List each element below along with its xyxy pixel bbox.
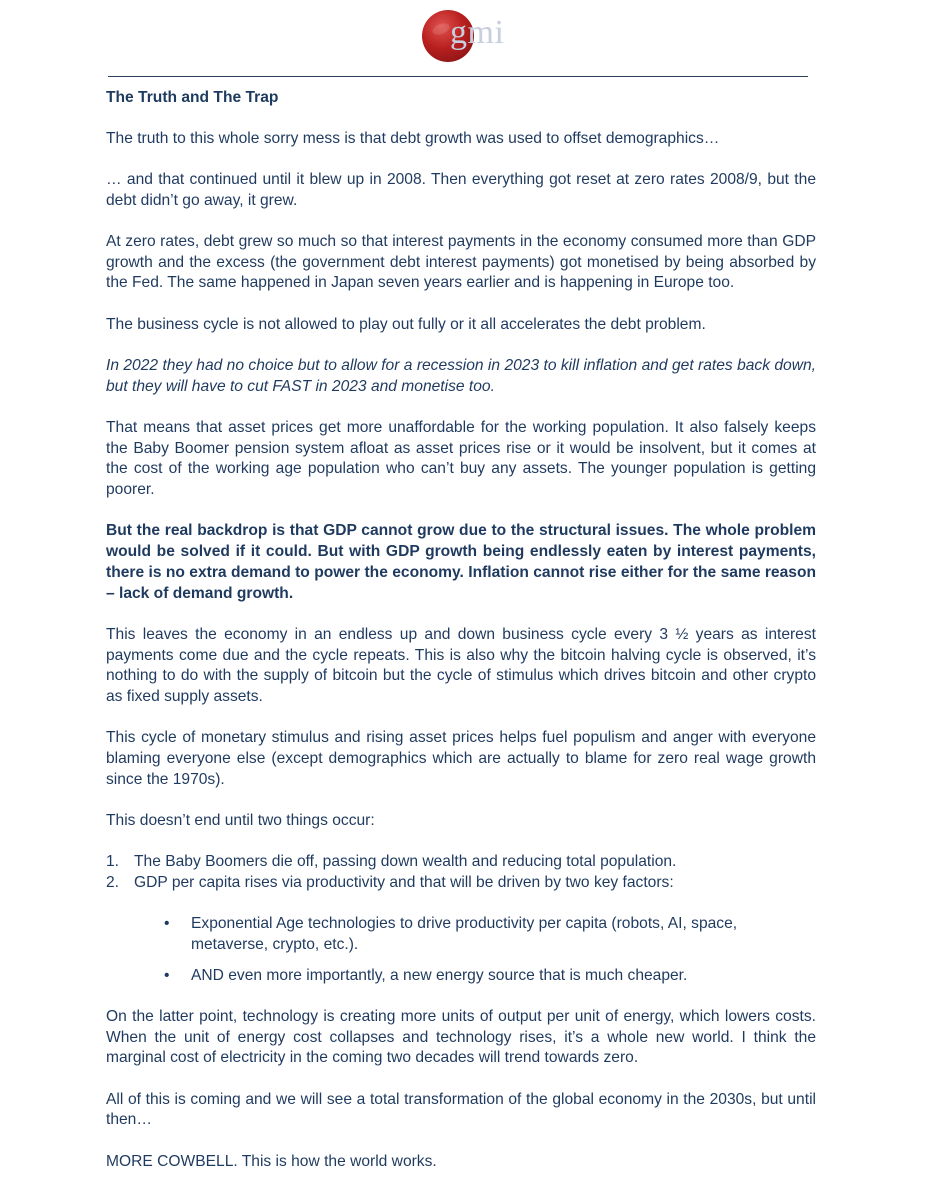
- paragraph: The truth to this whole sorry mess is that debt growth was used to offset demographics…: [106, 129, 720, 147]
- closing-line: MORE COWBELL. This is how the world works.: [106, 1152, 437, 1170]
- logo-text: gmi: [450, 14, 505, 51]
- list-item: [106, 852, 816, 873]
- gmi-logo: [420, 8, 512, 66]
- bullet-item-text: Exponential Age technologies to drive productivity per capita (robots, AI, space, metaverse, crypto, etc.).: [191, 915, 738, 953]
- list-number: 2.: [106, 873, 120, 891]
- header-divider: [108, 76, 808, 77]
- bullet-list: [106, 914, 816, 986]
- paragraph: This cycle of monetary stimulus and rising asset prices helps fuel populism and anger with everyone blaming everyone else (except demographics which are actually to blame for zero real wage growth since the 1970s).: [106, 729, 816, 788]
- paragraph: On the latter point, technology is creating more units of output per unit of energy, which lowers costs. When the unit of energy cost collapses and technology rises, it’s a whole new world. I think the marginal cost of electricity in the coming two decades will trend towards zero.: [106, 1007, 816, 1067]
- list-item: [106, 873, 816, 894]
- paragraph: All of this is coming and we will see a total transformation of the global economy in the 2030s, but until then…: [106, 1090, 816, 1129]
- numbered-list: [106, 852, 816, 893]
- italic-paragraph: In 2022 they had no choice but to allow for a recession in 2023 to kill inflation and get rates back down, but they will have to cut FAST in 2023 and monetise too.: [106, 357, 816, 395]
- paragraph: This leaves the economy in an endless up and down business cycle every 3 ½ years as interest payments come due and the cycle repeats. This is also why the bitcoin halving cycle is observed, it’s nothing to do with the supply of bitcoin but the cycle of stimulus which drives bitcoin and other crypto as fixed supply assets.: [106, 625, 816, 705]
- bullet-item: [106, 914, 816, 955]
- bullet-icon: •: [164, 915, 170, 933]
- bullet-item: [106, 966, 816, 987]
- paragraph: That means that asset prices get more unaffordable for the working population. It also falsely keeps the Baby Boomer pension system afloat as asset prices rise or it would be insolvent, but it comes at the cost of the working age population who can’t buy any assets. The younger population is getting poorer.: [106, 419, 816, 499]
- paragraph: This doesn’t end until two things occur:: [106, 811, 375, 829]
- list-number: 1.: [106, 853, 120, 871]
- article-body: [106, 88, 816, 1172]
- paragraph: At zero rates, debt grew so much so that interest payments in the economy consumed more than GDP growth and the excess (the government debt interest payments) got monetised by being absorbed by the Fed. The same happened in Japan seven years earlier and is happening in Europe too.: [106, 233, 816, 292]
- section-heading: The Truth and The Trap: [106, 89, 279, 106]
- bullet-icon: •: [164, 966, 170, 984]
- paragraph: … and that continued until it blew up in 2008. Then everything got reset at zero rates 2008/9, but the debt didn’t go away, it grew.: [106, 171, 816, 209]
- bold-paragraph: But the real backdrop is that GDP cannot grow due to the structural issues. The whole problem would be solved if it could. But with GDP growth being endlessly eaten by interest payments, there is no extra demand to power the economy. Inflation cannot rise either for the same reason – lack of demand growth.: [106, 522, 816, 602]
- list-item-text: The Baby Boomers die off, passing down wealth and reducing total population.: [134, 853, 677, 871]
- list-item-text: GDP per capita rises via productivity and that will be driven by two key factors:: [134, 873, 674, 891]
- paragraph: The business cycle is not allowed to play out fully or it all accelerates the debt problem.: [106, 315, 706, 333]
- bullet-item-text: AND even more importantly, a new energy source that is much cheaper.: [191, 966, 688, 984]
